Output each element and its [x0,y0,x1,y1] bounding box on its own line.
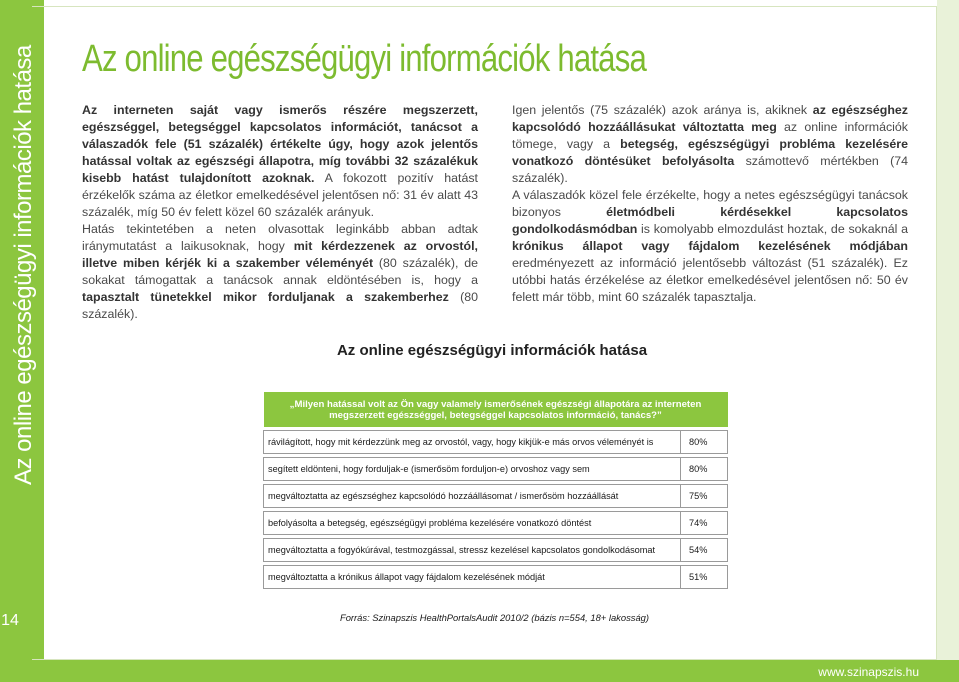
text-run: számottevő mértékben (74 százalék). [512,154,909,185]
footer-bar [44,660,959,682]
row-label: rávilágított, hogy mit kérdezzünk meg az orvostól, vagy, hogy kikjük-e más orvos véleményét is [264,431,681,454]
text-run: A fokozott pozitív hatást érzékelők száma az életkor emelkedésével jelentősen nő: 31 év alatt 43 százalék, míg 50 év felett közel 60 százalék arányuk. [82,171,478,219]
table-source: Forrás: Szinapszis HealthPortalsAudit 2010/2 (bázis n=554, 18+ lakosság) [339,612,650,623]
bold-text-run: krónikus állapot vagy fájdalom kezelésének módjában [512,239,908,253]
table-row [264,485,728,508]
left-paragraph-2 [82,221,478,323]
table-body [264,427,728,589]
text-run: is komolyabb elmozdulást hoztak, de sokaknál a [637,222,908,236]
text-run: (80 százalék), de sokakat támogattak a tanácsok annak eldöntésében is, hogy a [82,256,478,287]
table-row [264,512,728,535]
website-link[interactable]: www.szinapszis.hu [818,665,919,679]
table-row [264,458,728,481]
right-strip [937,0,959,682]
bold-text-run: életmódbeli kérdésekkel kapcsolatos gondolkodásmódban [512,205,908,236]
chart-title: Az online egészségügyi információk hatása [336,342,648,359]
row-value: 74% [681,512,728,535]
text-run: eredményezett az információ jelentősebb változást (51 százalék). Ez utóbbi hatás érzékelése az életkor emelkedésével jelentősen nő: 50 év felett már több, mint 60 százalék tapasztalja. [512,256,908,304]
row-label: megváltoztatta a krónikus állapot vagy fájdalom kezelésének módját [264,566,681,589]
row-label: befolyásolta a betegség, egészségügyi probléma kezelésére vonatkozó döntést [264,512,681,535]
row-value: 80% [681,431,728,454]
bold-text-run: tapasztalt tünetekkel mikor forduljanak a szakemberhez [82,290,449,304]
left-column [82,102,478,323]
right-column [512,102,908,306]
right-paragraph-1 [512,102,908,187]
row-label: megváltoztatta az egészséghez kapcsolódó hozzáállásomat / ismerősöm hozzáállását [264,485,681,508]
table-question-header: „Milyen hatással volt az Ön vagy valamely ismerősének egészségi állapotára az interneten megszerzett egészséggel, betegséggel kapcsolatos információ, tanács?” [264,392,728,427]
bold-text-run: mit kérdezzenek az orvostól, illetve miben kérjék ki a szakember véleményét [82,239,478,270]
bold-text-run: Az interneten saját vagy ismerős részére megszerzett, egészséggel, betegséggel kapcsolatos információt, tanácsot a válaszadók fele (51 százalék) értékelte úgy, hogy azok jelentős hatással voltak az egészségi állapotra, míg további 32 százalékuk kisebb hatást tulajdonított azoknak. [82,103,478,185]
right-paragraph-2 [512,187,908,306]
sidebar [0,0,44,682]
text-run: (80 százalék). [82,290,478,321]
text-run: A válaszadók közel fele érzékelte, hogy a netes egészségügyi tanácsok bizonyos [512,188,908,219]
table-row [264,431,728,454]
page-title: Az online egészségügyi információk hatása [82,38,646,80]
table-row [264,539,728,562]
text-run: Igen jelentős (75 százalék) azok aránya is, akiknek [512,103,813,117]
text-run: az online információk tömege, vagy a [512,120,908,151]
row-value: 80% [681,458,728,481]
results-table [263,392,728,589]
text-run: Hatás tekintetében a neten olvasottak leginkább abban adtak iránymutatást a laikusoknak, hogy [82,222,478,253]
row-label: megváltoztatta a fogyókúrával, testmozgással, stressz kezelésel kapcsolatos gondolkodásomat [264,539,681,562]
row-value: 75% [681,485,728,508]
row-label: segített eldönteni, hogy forduljak-e (ismerősöm forduljon-e) orvoshoz vagy sem [264,458,681,481]
left-paragraph-1 [82,102,478,221]
bold-text-run: betegség, egészségügyi probléma kezelésére vonatkozó döntésüket befolyásolta [512,137,908,168]
row-value: 51% [681,566,728,589]
bold-text-run: az egészséghez kapcsolódó hozzáállásukat változtatta meg [512,103,908,134]
page-number: 14 [1,612,19,629]
row-value: 54% [681,539,728,562]
sidebar-title: Az online egészségügyi információk hatása [10,45,37,485]
table-row [264,566,728,589]
